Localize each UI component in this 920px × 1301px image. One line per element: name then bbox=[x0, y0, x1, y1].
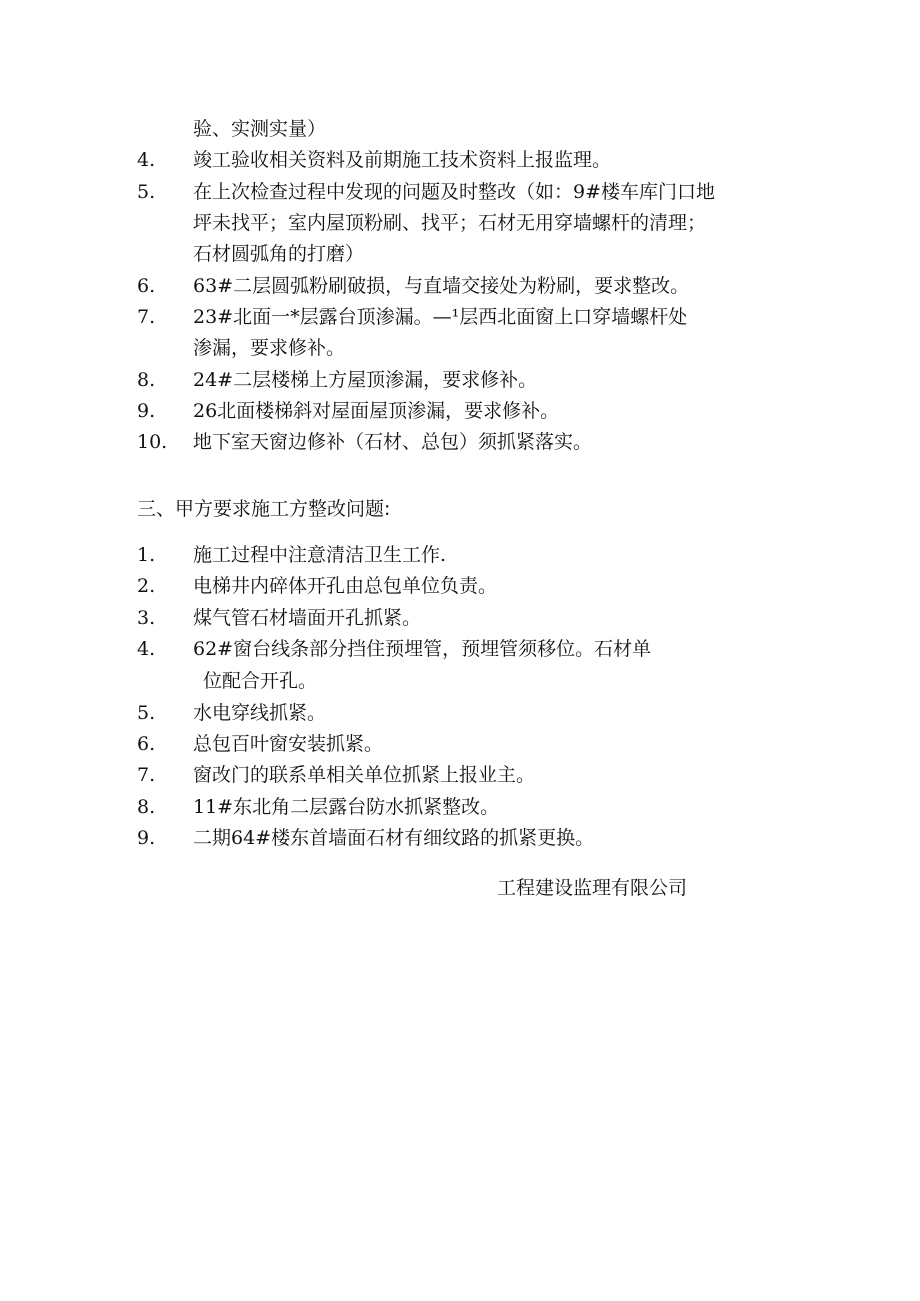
item-text: 渗漏，要求修补。 bbox=[193, 337, 346, 359]
item-text: 施工过程中注意清洁卫生工作. bbox=[193, 544, 447, 566]
item-number: 9. bbox=[137, 827, 156, 849]
item-text: 石材圆弧角的打磨） bbox=[193, 243, 365, 265]
item-number: 8. bbox=[137, 369, 156, 391]
item-number: 8. bbox=[137, 796, 156, 818]
item-text: 62#窗台线条部分挡住预埋管，预埋管须移位。石材单 bbox=[193, 638, 652, 660]
item-text: 电梯井内碎体开孔由总包单位负责。 bbox=[193, 575, 498, 597]
item-text: 63#二层圆弧粉刷破损，与直墙交接处为粉刷，要求整改。 bbox=[193, 275, 690, 297]
item-number: 5. bbox=[137, 181, 156, 203]
section-heading: 三、甲方要求施工方整改问题: bbox=[137, 498, 391, 520]
company-signature: 工程建设监理有限公司 bbox=[497, 877, 688, 899]
item-number: 6. bbox=[137, 733, 156, 755]
item-text: 坪未找平；室内屋顶粉刷、找平；石材无用穿墙螺杆的清理； bbox=[193, 212, 707, 234]
item-number: 7. bbox=[137, 764, 156, 786]
item-text: 总包百叶窗安装抓紧。 bbox=[193, 733, 384, 755]
item-text: 24#二层楼梯上方屋顶渗漏，要求修补。 bbox=[193, 369, 538, 391]
item-number: 9. bbox=[137, 400, 156, 422]
item-number: 6. bbox=[137, 275, 156, 297]
item-number: 5. bbox=[137, 702, 156, 724]
item-text: 地下室天窗边修补（石材、总包）须抓紧落实。 bbox=[193, 431, 593, 453]
carry-over-line: 验、实测实量） bbox=[193, 118, 327, 140]
item-text: 竣工验收相关资料及前期施工技术资料上报监理。 bbox=[193, 149, 612, 171]
item-text: 26北面楼梯斜对屋面屋顶渗漏，要求修补。 bbox=[193, 400, 560, 422]
item-text: 煤气管石材墙面开孔抓紧。 bbox=[193, 607, 422, 629]
item-text: 二期64#楼东首墙面石材有细纹路的抓紧更换。 bbox=[193, 827, 595, 849]
item-number: 10. bbox=[137, 431, 168, 453]
item-text: 位配合开孔。 bbox=[203, 670, 318, 692]
item-text: 窗改门的联系单相关单位抓紧上报业主。 bbox=[193, 764, 536, 786]
item-number: 4. bbox=[137, 638, 156, 660]
item-number: 3. bbox=[137, 607, 156, 629]
item-text: 11#东北角二层露台防水抓紧整改。 bbox=[193, 796, 500, 818]
item-text: 23#北面一*层露台顶渗漏。—¹层西北面窗上口穿墙螺杆处 bbox=[193, 306, 688, 328]
item-number: 7. bbox=[137, 306, 156, 328]
item-number: 1. bbox=[137, 544, 156, 566]
item-text: 水电穿线抓紧。 bbox=[193, 702, 327, 724]
item-text: 在上次检查过程中发现的问题及时整改（如：9#楼车库门口地 bbox=[193, 181, 716, 203]
item-number: 2. bbox=[137, 575, 156, 597]
item-number: 4. bbox=[137, 149, 156, 171]
